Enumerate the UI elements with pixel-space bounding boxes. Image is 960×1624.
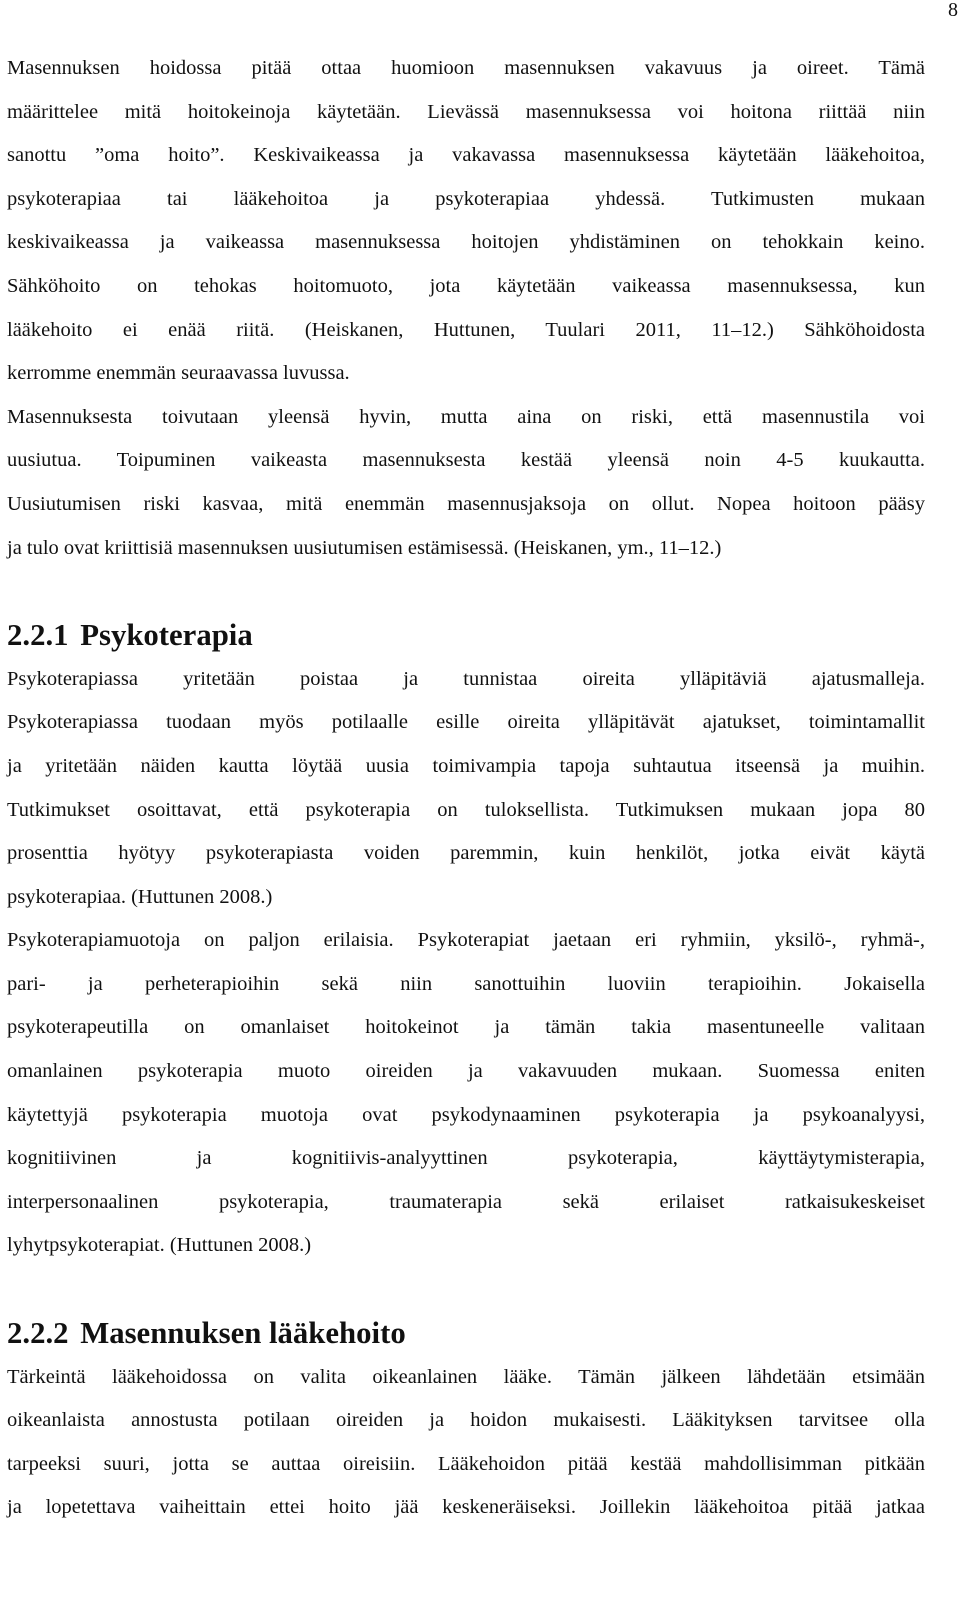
text-line: oikeanlaista annostusta potilaan oireiden ja hoidon mukaisesti. Lääkityksen tarvitsee olla [7,1409,925,1432]
text-line: psykoterapiaa tai lääkehoitoa ja psykoterapiaa yhdessä. Tutkimusten mukaan [7,187,925,210]
text-line: Psykoterapiamuotoja on paljon erilaisia. Psykoterapiat jaetaan eri ryhmiin, yksilö-, ryhmä-, [7,929,925,952]
text-line: määrittelee mitä hoitokeinoja käytetään. Lievässä masennuksessa voi hoitona riittää niin [7,100,925,123]
text-line: ja tulo ovat kriittisiä masennuksen uusiutumisen estämisessä. (Heiskanen, ym., 11–12.) [7,536,722,559]
text-line: psykoterapiaa. (Huttunen 2008.) [7,885,273,908]
text-line: uusiutua. Toipuminen vaikeasta masennuksesta kestää yleensä noin 4-5 kuukautta. [7,449,925,472]
section-heading [7,1312,925,1356]
text-line: Uusiutumisen riski kasvaa, mitä enemmän masennusjaksoja on ollut. Nopea hoitoon pääsy [7,492,925,515]
text-line: kognitiivinen ja kognitiivis-analyyttinen psykoterapia, käyttäytymisterapia, [7,1147,925,1170]
text-line: kerromme enemmän seuraavassa luvussa. [7,362,350,385]
text-line: Tutkimukset osoittavat, että psykoterapia on tuloksellista. Tutkimuksen mukaan jopa 80 [7,798,925,821]
section-number: 2.2.2 [7,1316,69,1351]
text-line: omanlainen psykoterapia muoto oireiden ja vakavuuden mukaan. Suomessa eniten [7,1060,925,1083]
section-title: Masennuksen lääkehoito [80,1316,406,1351]
text-line: Psykoterapiassa tuodaan myös potilaalle esille oireita ylläpitävät ajatukset, toimintamallit [7,711,925,734]
section-title: Psykoterapia [80,618,253,653]
text-line: lyhytpsykoterapiat. (Huttunen 2008.) [7,1234,312,1257]
text-line: Sähköhoito on tehokas hoitomuoto, jota käytetään vaikeassa masennuksessa, kun [7,274,925,297]
paragraph [7,396,925,570]
section-number: 2.2.1 [7,618,69,653]
paragraph [7,47,925,396]
text-line: Masennuksesta toivutaan yleensä hyvin, mutta aina on riski, että masennustila voi [7,405,925,428]
text-line: keskivaikeassa ja vaikeassa masennuksessa hoitojen yhdistäminen on tehokkain keino. [7,231,925,254]
page-number: 8 [948,0,958,21]
text-line: sanottu ”oma hoito”. Keskivaikeassa ja vakavassa masennuksessa käytetään lääkehoitoa, [7,144,925,167]
text-line: lääkehoito ei enää riitä. (Heiskanen, Huttunen, Tuulari 2011, 11–12.) Sähköhoidosta [7,318,925,341]
document-body [7,47,925,1530]
text-line: tarpeeksi suuri, jotta se auttaa oireisiin. Lääkehoidon pitää kestää mahdollisimman pitkään [7,1452,925,1475]
text-line: käytettyjä psykoterapia muotoja ovat psykodynaaminen psykoterapia ja psykoanalyysi, [7,1103,925,1126]
text-line: pari- ja perheterapioihin sekä niin sanottuihin luoviin terapioihin. Jokaisella [7,972,925,995]
text-line: Tärkeintä lääkehoidossa on valita oikeanlainen lääke. Tämän jälkeen lähdetään etsimään [7,1365,925,1388]
paragraph [7,1356,925,1530]
text-line: Masennuksen hoidossa pitää ottaa huomioon masennuksen vakavuus ja oireet. Tämä [7,57,925,79]
text-line: ja yritetään näiden kautta löytää uusia toimivampia tapoja suhtautua itseensä ja muihin. [7,754,925,777]
text-line: ja lopetettava vaiheittain ettei hoito jää keskeneräiseksi. Joillekin lääkehoitoa pitää jatkaa [7,1496,925,1519]
text-line: interpersonaalinen psykoterapia, traumaterapia sekä erilaiset ratkaisukeskeiset [7,1190,925,1213]
text-line: prosenttia hyötyy psykoterapiasta voiden paremmin, kuin henkilöt, jotka eivät käytä [7,842,925,865]
text-line: psykoterapeutilla on omanlaiset hoitokeinot ja tämän takia masentuneelle valitaan [7,1016,925,1039]
text-line: Psykoterapiassa yritetään poistaa ja tunnistaa oireita ylläpitäviä ajatusmalleja. [7,667,925,690]
section-heading [7,614,925,658]
paragraph [7,919,925,1268]
paragraph [7,658,925,920]
